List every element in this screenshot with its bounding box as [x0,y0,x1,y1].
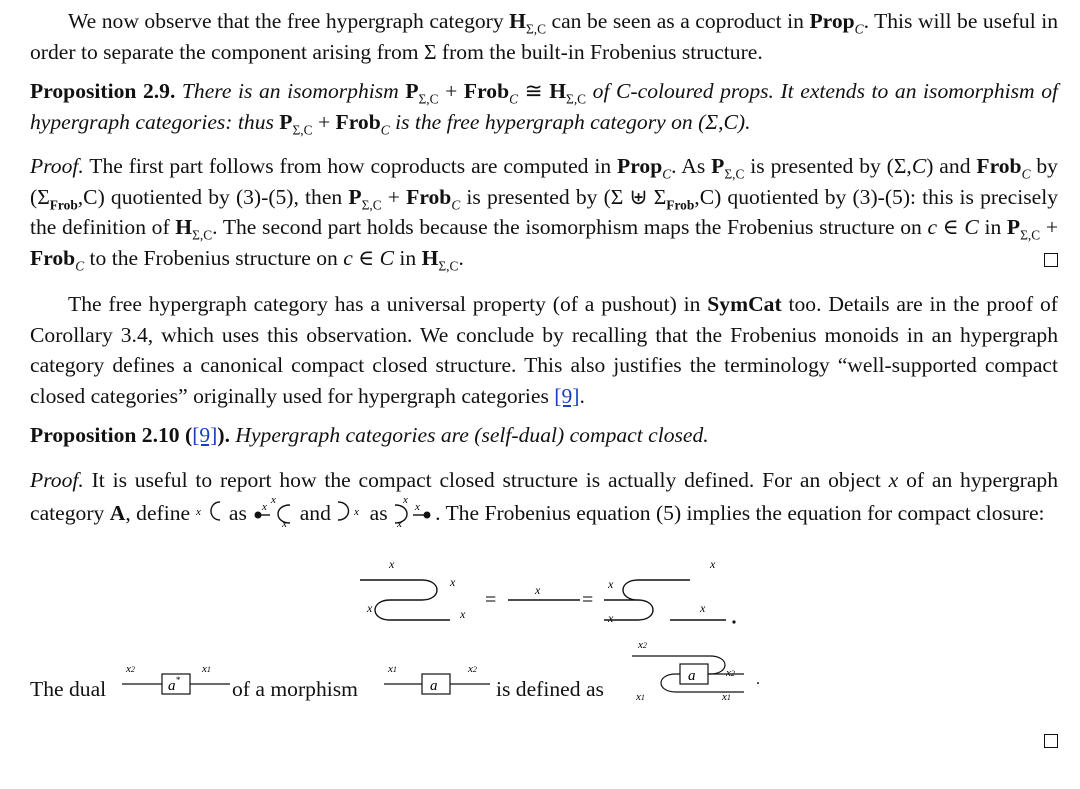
text: of C-coloured props. It extends to an isomorphism of hypergraph categories: thus [30,79,1058,134]
svg-text:x: x [450,574,456,589]
math-subscript: C [509,91,519,107]
text: . [579,383,585,408]
proposition-label: Proposition 2.9. [30,79,176,103]
math-subscript: Frob [49,196,78,212]
math-Prop: Prop [617,154,663,178]
svg-text:x: x [389,556,395,571]
proof-2 [30,465,1058,536]
math-subscript: Σ,C [192,227,213,243]
cup-diagram [196,498,224,533]
text: It is useful to report how the compact closed structure is actually defined. For an object [83,467,889,492]
math-subscript: C [854,21,864,37]
svg-text:x1: x1 [388,662,397,675]
identity-wire [508,583,580,600]
text: We now observe that the free hypergraph category [68,9,510,33]
math-P: P [348,184,362,209]
text: There is an isomorphism [175,79,406,103]
svg-text:a: a [430,677,438,694]
svg-text:x1: x1 [636,690,645,703]
svg-text:x1: x1 [722,690,731,703]
svg-text:x: x [367,600,373,615]
snake-right-diagram [595,557,736,640]
svg-text:x: x [460,606,466,621]
x-label: x [195,506,201,518]
math-subscript: Σ,C [292,121,313,137]
math-A: A [109,501,126,526]
page-body [30,6,1058,748]
math-subscript: Frob [666,196,695,212]
math-op: + [381,184,407,209]
equals-sign: = [485,588,497,611]
math-subscript: Σ,C [525,21,547,37]
math-c-in-C: c ∈ C [343,245,394,270]
proposition-label: Proposition 2.10 [30,423,180,447]
math-P: P [1006,215,1021,239]
text: in [394,245,422,270]
dual-definition [30,638,1058,728]
citation-link[interactable]: [9] [554,383,580,408]
math-H: H [549,79,567,103]
math-Frob: Frob [406,184,452,209]
text: as [223,501,253,526]
text: . As [671,154,712,178]
math-subscript: C [451,196,461,212]
math-H: H [509,9,526,33]
math-op: + [1040,215,1059,239]
text: is presented by (Σ ⊎ Σ [460,184,667,209]
math-P: P [279,109,293,134]
text: ,C) quotiented by (3)-(5), then [77,184,349,209]
math-op: ≅ [518,79,550,103]
svg-text:x: x [403,495,408,506]
final-qed-row [30,728,1058,748]
math-Frob: Frob [30,245,76,270]
math-subscript: Σ,C [418,91,439,107]
math-subscript: Σ,C [724,166,745,182]
svg-text:x1: x1 [202,662,211,675]
text: in [978,215,1007,239]
svg-text:x: x [262,501,268,513]
text: to the Frobenius structure on [84,245,344,270]
text: The first part follows from how coproducts are computed in [83,154,618,178]
text: . The second part holds because the isomorphism maps the Frobenius structure on [212,215,928,239]
text: and [294,501,337,526]
math-x: x [888,467,899,492]
math-op: + [438,79,464,103]
svg-text:x2: x2 [638,638,647,651]
dual-definition-diagram [626,634,776,714]
proposition-2-10 [30,420,1058,451]
svg-text:a*: a* [168,674,180,694]
math-subscript: C [380,121,390,137]
math-H: H [175,215,193,239]
text: . The Frobenius equation (5) implies the equation for compact closure: [435,501,1045,526]
math-subscript: C [1021,166,1031,182]
intro-paragraph [30,6,1058,67]
dual-morphism-diagram [118,654,238,714]
math-SymCat: SymCat [707,292,782,316]
proof-label: Proof. [30,467,84,492]
proof-1 [30,151,1058,273]
text: is the free hypergraph category on (Σ,C). [389,109,751,134]
text: ,C) quotiented by (3)-(5): this is precisely the definition of [30,184,1059,239]
svg-text:.: . [756,670,760,688]
text: The dual [30,676,107,701]
svg-text:x2: x2 [726,666,735,679]
svg-text:x2: x2 [126,662,135,675]
text: by (Σ [30,154,1058,209]
text: The free hypergraph category has a universal property (of a pushout) in [68,292,708,316]
text: ). [217,423,230,447]
text: , define [125,501,196,526]
math-P: P [405,79,419,103]
math-C: C [911,154,927,178]
text: of a morphism [232,676,358,701]
text: ) and [926,154,977,178]
svg-text:x: x [608,610,614,625]
math-Prop: Prop [809,9,855,33]
proposition-2-9 [30,76,1058,137]
cap-definition-diagram [393,495,435,536]
math-subscript: Σ,C [361,196,382,212]
snake-left-diagram [360,557,466,621]
math-P: P [711,154,725,178]
text: of an hypergraph category [30,467,1058,526]
qed-symbol [1044,734,1058,748]
text: too. Details are in the proof of Corollary 3.4, which uses this observation. We conclude by recalling that the Frobenius monoids in an hypergraph category defines a canonical compact closed structure. This also justifies the terminology “well-supported compact closed categories” originally used for hypergraph categories [30,292,1058,408]
math-subscript: C [75,257,85,273]
citation-link[interactable]: [9] [192,423,218,447]
svg-text:x: x [608,576,614,591]
proof-label: Proof. [30,154,84,178]
math-H: H [421,245,439,270]
text: . [458,245,464,270]
text: Hypergraph categories are (self-dual) compact closed. [229,423,709,447]
math-subscript: Σ,C [1020,227,1041,243]
text: . This will be useful in order to separate the component arising from Σ from the built-in Frobenius structure. [30,9,1058,64]
universal-property-paragraph [30,289,1058,411]
svg-text:a: a [688,667,696,684]
math-op: + [312,109,336,134]
svg-text:x: x [710,556,716,571]
compact-closure-equation [30,536,1058,648]
math-subscript: C [662,166,672,182]
svg-text:x: x [397,518,402,527]
text: is presented by (Σ, [744,154,912,178]
svg-text:x: x [700,600,706,615]
text: can be seen as a coproduct in [546,9,810,33]
equals-sign: = [582,588,594,611]
math-Frob: Frob [976,154,1022,178]
svg-text:x: x [535,582,541,597]
cup-definition-diagram [252,495,294,536]
math-Frob: Frob [463,79,510,103]
svg-text:x2: x2 [468,662,477,675]
svg-text:x: x [282,518,288,527]
qed-symbol [1044,253,1058,267]
svg-text:x: x [415,501,420,513]
svg-text:x: x [271,495,277,506]
math-subscript: Σ,C [438,257,459,273]
cap-diagram [336,498,364,533]
text: ( [184,423,193,447]
svg-text:x: x [354,506,360,518]
math-c-in-C: c ∈ C [927,215,979,239]
math-subscript: Σ,C [566,91,587,107]
text: is defined as [496,676,604,701]
math-Frob: Frob [335,109,381,134]
text: as [364,501,394,526]
morphism-diagram [380,654,500,714]
